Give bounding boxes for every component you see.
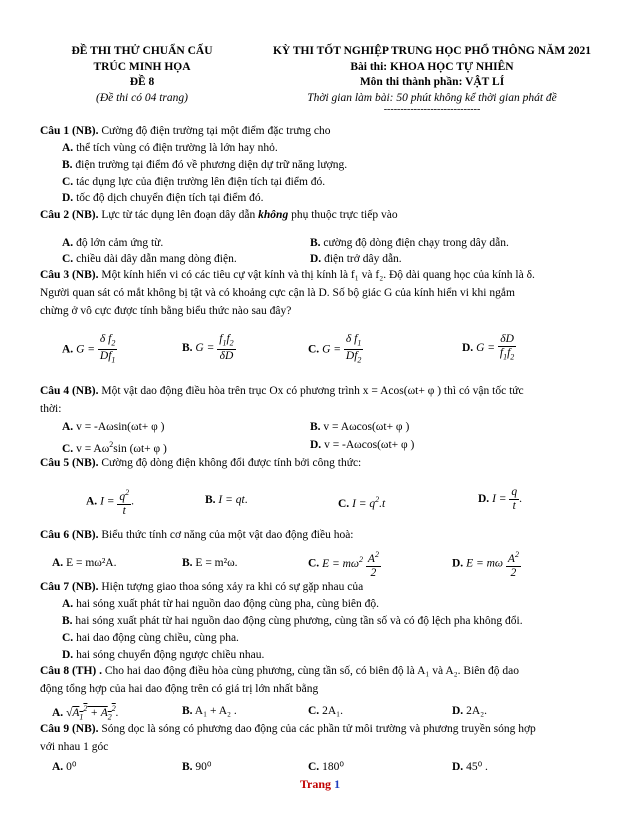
q6-option-b: B. E = m²ω. [182, 557, 238, 569]
q2-option-b: B. cường độ dòng điện chạy trong dây dẫn. [310, 237, 509, 249]
q2-option-c: C. chiều dài dây dẫn mang dòng điện. [62, 253, 237, 265]
q9-option-b: B. 90⁰ [182, 761, 212, 773]
q6-option-d: D. E = mω $\frac{A^2}{2}$ [452, 550, 519, 579]
question-text: Hiện tượng giao thoa sóng xảy ra khi có sự gặp nhau của [98, 581, 364, 593]
formula-fraction: $\frac{A^2}{2}$ [367, 550, 379, 579]
header-divider: ----------------------------- [383, 104, 481, 115]
formula-fraction: $\frac{f_1f_2}{\delta D}$ [219, 333, 234, 363]
option-text: v = -Aωcos(ωt+ φ ) [324, 439, 415, 451]
option-text: A₁ + A₂ . [194, 705, 237, 717]
question-emphasis: không [258, 209, 289, 221]
formula-fraction: $\frac{q^2}{t}$ [119, 488, 130, 517]
question-4-line-2: thời: [40, 403, 62, 415]
exam-subject: Môn thi thành phần: VẬT LÍ [359, 76, 505, 88]
question-text: Cho hai dao động điều hòa cùng phương, cùng tần số, có biên độ là A₁ và A₂. Biên độ dao [101, 665, 519, 677]
option-text: 180⁰ [322, 761, 344, 773]
question-3 [40, 268, 535, 282]
formula-fraction: $\frac{\delta D}{f_1f_2}$ [499, 333, 515, 362]
q2-option-d: D. điện trở dây dẫn. [310, 253, 402, 265]
page-number: 1 [334, 777, 341, 791]
question-6 [40, 528, 354, 542]
exam-duration: Thời gian làm bài: 50 phút không kể thời gian phát đề [307, 91, 557, 104]
q1-option-c: C. tác dụng lực của điện trường lên điện tích tại điểm đó. [62, 176, 326, 188]
q9-option-d: D. 45⁰ . [452, 761, 488, 773]
q4-option-d: D. v = -Aωcos(ωt+ φ ) [310, 439, 415, 451]
question-text: Lực từ tác dụng lên đoạn dây dẫn [98, 209, 259, 221]
option-text: E = m²ω. [195, 557, 238, 569]
formula-fraction: $\frac{A^2}{2}$ [507, 550, 519, 579]
question-label: Câu 7 (NB). [40, 581, 99, 593]
q9-option-a: A. 0⁰ [52, 761, 77, 773]
q5-option-c: C. $I = q^2.t$ [338, 495, 386, 510]
q3-option-c: C. G = $\frac{\delta f_1}{Df_2}$ [308, 333, 362, 365]
option-text: hai sóng xuất phát từ hai nguồn dao động cùng phương, cùng tần số và có độ lệch pha không đổi. [75, 615, 523, 627]
option-text: điện trường tại điểm đó về phương diện dự trữ năng lượng. [75, 159, 348, 171]
option-text: tác dụng lực của điện trường lên điện tích tại điểm đó. [76, 176, 326, 188]
option-text: 45⁰ . [466, 761, 488, 773]
q2-option-a: A. độ lớn cảm ứng từ. [62, 237, 164, 249]
option-text: hai sóng chuyển động ngược chiều nhau. [76, 649, 265, 661]
question-9 [40, 722, 536, 736]
formula-fraction: $\frac{\delta f_1}{Df_2}$ [345, 333, 362, 365]
q7-option-a: A. hai sóng xuất phát từ hai nguồn dao động cùng pha, cùng biên độ. [62, 598, 380, 610]
q4-option-c: C. $v = A\omega^2\sin$ (ωt+ φ ) [62, 440, 167, 455]
exam-structure: TRÚC MINH HỌA [93, 60, 191, 73]
question-label: Câu 4 (NB). [40, 385, 99, 397]
q8-option-c: C. 2A₁. [308, 705, 344, 717]
option-text: v = -Aωsin(ωt+ φ ) [76, 421, 165, 433]
question-2 [40, 208, 398, 222]
q3-option-a: A. G = $\frac{\delta f_2}{Df_1}$ [62, 333, 116, 365]
option-text: hai sóng xuất phát từ hai nguồn dao động cùng pha, cùng biên độ. [76, 598, 380, 610]
question-label: Câu 9 (NB). [40, 723, 99, 735]
q4-option-a: A. v = -Aωsin(ωt+ φ ) [62, 421, 165, 433]
q6-option-c: C. $E = m\omega^2$ $\frac{A^2}{2}$ [308, 550, 379, 579]
q8-option-d: D. 2A₂. [452, 705, 488, 717]
question-3-line-2: Người quan sát có mắt không bị tật và có khoảng cực cận là D. Số bộ giác G của kính hiển vi khi ngắm [40, 287, 515, 299]
page-footer [0, 777, 640, 792]
question-8 [40, 664, 519, 678]
header-right [242, 44, 622, 114]
question-7 [40, 580, 363, 594]
q5-option-b: B. I = qt. [205, 494, 248, 506]
option-text: v = Aωcos(ωt+ φ ) [323, 421, 410, 433]
page-word: Trang [299, 777, 332, 791]
question-4 [40, 384, 524, 398]
page-count-note: (Đề thi có 04 trang) [96, 91, 188, 104]
q1-option-d: D. tốc độ dịch chuyển điện tích tại điểm đó. [62, 192, 264, 204]
exam-code: ĐỀ 8 [129, 76, 155, 88]
q1-option-b: B. điện trường tại điểm đó về phương diện dự trữ năng lượng. [62, 159, 348, 171]
option-text: 2A₂. [466, 705, 488, 717]
question-label: Câu 2 (NB). [40, 209, 99, 221]
question-label: Câu 1 (NB). [40, 125, 99, 137]
question-9-line-2: với nhau 1 góc [40, 741, 109, 753]
option-text: 90⁰ [195, 761, 212, 773]
option-text: 2A₁. [322, 705, 344, 717]
q7-option-b: B. hai sóng xuất phát từ hai nguồn dao động cùng phương, cùng tần số và có độ lệch pha không đổi. [62, 615, 523, 627]
question-text: Cường độ dòng điện không đổi được tính bởi công thức: [98, 457, 362, 469]
question-text: Một kính hiển vi có các tiêu cự vật kính và thị kính là f₁ và f₂. Độ dài quang học của kính là δ. [98, 269, 535, 281]
q4-option-b: B. v = Aωcos(ωt+ φ ) [310, 421, 410, 433]
q3-option-d: D. G = $\frac{\delta D}{f_1f_2}$ [462, 333, 515, 362]
exam-title: KỲ THI TỐT NGHIỆP TRUNG HỌC PHỔ THÔNG NĂM 2021 [272, 45, 592, 57]
q5-option-a: A. I = $\frac{q^2}{t}$ . [86, 488, 135, 517]
option-text: tốc độ dịch chuyển điện tích tại điểm đó. [76, 192, 264, 204]
question-8-line-2: động tổng hợp của hai dao động trên có giá trị lớn nhất bằng [40, 683, 319, 695]
option-text: thể tích vùng có điện trường là lớn hay nhỏ. [76, 142, 278, 154]
question-1 [40, 124, 331, 138]
q8-option-b: B. A₁ + A₂ . [182, 705, 237, 717]
q7-option-d: D. hai sóng chuyển động ngược chiều nhau. [62, 649, 265, 661]
question-text: Sóng dọc là sóng có phương dao động của các phần tử môi trường và phương truyền sóng hợp [98, 723, 536, 735]
formula-fraction: $\frac{q}{t}$ [511, 486, 518, 512]
formula-fraction: $\frac{\delta f_2}{Df_1}$ [99, 333, 116, 365]
question-text: phụ thuộc trực tiếp vào [288, 209, 398, 221]
option-text: độ lớn cảm ứng từ. [76, 237, 164, 249]
option-text: điện trở dây dẫn. [324, 253, 402, 265]
question-5 [40, 456, 361, 470]
question-label: Câu 6 (NB). [40, 529, 99, 541]
q9-option-c: C. 180⁰ [308, 761, 344, 773]
question-label: Câu 5 (NB). [40, 457, 99, 469]
option-text: sin (ωt+ φ ) [113, 442, 167, 455]
option-text: chiều dài dây dẫn mang dòng điện. [76, 253, 237, 265]
q6-option-a: A. E = mω²A. [52, 557, 117, 569]
q3-option-b: B. G = $\frac{f_1f_2}{\delta D}$ [182, 333, 234, 363]
question-text: Một vật dao động điều hòa trên trục Ox có phương trình x = Acos(ωt+ φ ) thì có vận tốc tức [98, 385, 524, 397]
header-left [52, 44, 232, 106]
exam-subject-group: Bài thi: KHOA HỌC TỰ NHIÊN [350, 60, 514, 73]
option-text: hai dao động cùng chiều, cùng pha. [76, 632, 239, 644]
q7-option-c: C. hai dao động cùng chiều, cùng pha. [62, 632, 239, 644]
option-text: 0⁰ [66, 761, 77, 773]
question-label: Câu 8 (TH) . [40, 665, 102, 677]
option-text: v = Aω [76, 442, 110, 455]
q5-option-d: D. I = $\frac{q}{t}$ . [478, 486, 523, 512]
question-text: Cường độ điện trường tại một điểm đặc trưng cho [98, 125, 331, 137]
option-text: cường độ dòng điện chạy trong dây dẫn. [323, 237, 509, 249]
question-text: Biểu thức tính cơ năng của một vật dao động điều hoà: [98, 529, 354, 541]
option-text: E = mω²A. [66, 557, 117, 569]
q8-option-a: A. $√A_1^2 + A_2^2$. [52, 704, 119, 722]
question-label: Câu 3 (NB). [40, 269, 99, 281]
exam-type: ĐỀ THI THỬ CHUẨN CẤU [71, 45, 213, 57]
question-3-line-3: chừng ở vô cực được tính bằng biểu thức nào sau đây? [40, 305, 292, 317]
q1-option-a: A. thể tích vùng có điện trường là lớn hay nhỏ. [62, 142, 278, 154]
